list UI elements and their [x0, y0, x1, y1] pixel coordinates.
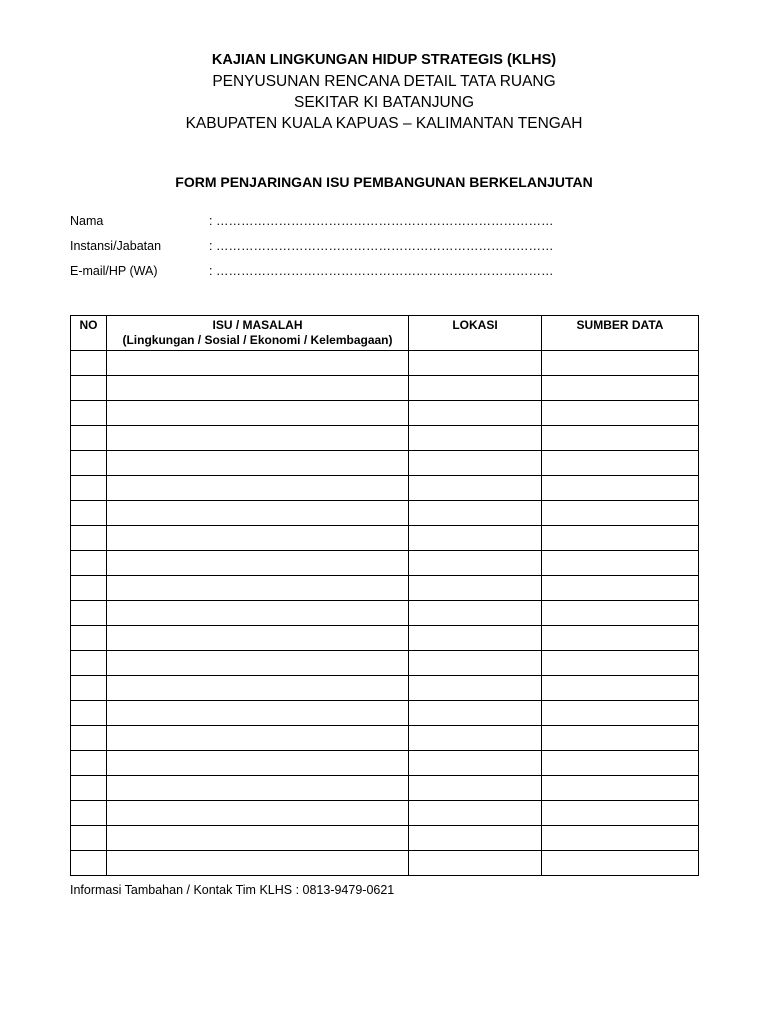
table-row: [71, 351, 699, 376]
cell-isu[interactable]: [107, 826, 409, 851]
col-header-isu-title: ISU / MASALAH: [212, 318, 303, 332]
table-row: [71, 401, 699, 426]
table-row: [71, 601, 699, 626]
cell-sumber[interactable]: [542, 701, 699, 726]
table-row: [71, 726, 699, 751]
issue-table: [70, 315, 699, 876]
cell-isu[interactable]: [107, 376, 409, 401]
cell-isu[interactable]: [107, 601, 409, 626]
cell-lokasi[interactable]: [409, 826, 542, 851]
cell-lokasi[interactable]: [409, 701, 542, 726]
cell-isu[interactable]: [107, 526, 409, 551]
col-header-sumber: SUMBER DATA: [542, 316, 699, 351]
cell-lokasi[interactable]: [409, 426, 542, 451]
cell-sumber[interactable]: [542, 601, 699, 626]
cell-lokasi[interactable]: [409, 351, 542, 376]
col-header-no: NO: [71, 316, 107, 351]
cell-sumber[interactable]: [542, 376, 699, 401]
cell-sumber[interactable]: [542, 726, 699, 751]
cell-no[interactable]: [71, 351, 107, 376]
field-fill-line[interactable]: : ………………………………………………………………………: [209, 238, 554, 253]
field-fill-line[interactable]: : ………………………………………………………………………: [209, 263, 554, 278]
cell-isu[interactable]: [107, 701, 409, 726]
table-row: [71, 626, 699, 651]
cell-no[interactable]: [71, 801, 107, 826]
cell-no[interactable]: [71, 651, 107, 676]
cell-sumber[interactable]: [542, 451, 699, 476]
cell-isu[interactable]: [107, 851, 409, 876]
cell-isu[interactable]: [107, 726, 409, 751]
cell-isu[interactable]: [107, 776, 409, 801]
table-row: [71, 576, 699, 601]
cell-sumber[interactable]: [542, 801, 699, 826]
table-row: [71, 526, 699, 551]
table-row: [71, 851, 699, 876]
header-region: KABUPATEN KUALA KAPUAS – KALIMANTAN TENGAH: [185, 115, 583, 132]
cell-no[interactable]: [71, 826, 107, 851]
cell-lokasi[interactable]: [409, 451, 542, 476]
cell-sumber[interactable]: [542, 851, 699, 876]
cell-isu[interactable]: [107, 751, 409, 776]
cell-lokasi[interactable]: [409, 776, 542, 801]
cell-isu[interactable]: [107, 401, 409, 426]
cell-sumber[interactable]: [542, 626, 699, 651]
cell-lokasi[interactable]: [409, 576, 542, 601]
header-title: KAJIAN LINGKUNGAN HIDUP STRATEGIS (KLHS): [211, 52, 557, 68]
field-nama: [70, 208, 710, 233]
table-row: [71, 701, 699, 726]
cell-no[interactable]: [71, 626, 107, 651]
cell-no[interactable]: [71, 776, 107, 801]
field-label: Instansi/Jabatan: [70, 238, 162, 253]
cell-no[interactable]: [71, 576, 107, 601]
cell-lokasi[interactable]: [409, 726, 542, 751]
cell-lokasi[interactable]: [409, 376, 542, 401]
table-header-row: [71, 316, 699, 351]
cell-isu[interactable]: [107, 351, 409, 376]
footer-contact-note: Informasi Tambahan / Kontak Tim KLHS : 0813-9479-0621: [70, 883, 395, 897]
cell-lokasi[interactable]: [409, 551, 542, 576]
table-row: [71, 501, 699, 526]
field-fill-line[interactable]: : ………………………………………………………………………: [209, 213, 554, 228]
cell-sumber[interactable]: [542, 651, 699, 676]
cell-isu[interactable]: [107, 426, 409, 451]
cell-isu[interactable]: [107, 651, 409, 676]
col-header-isu-subtitle: (Lingkungan / Sosial / Ekonomi / Kelembagaan): [122, 333, 393, 347]
cell-lokasi[interactable]: [409, 651, 542, 676]
cell-no[interactable]: [71, 501, 107, 526]
cell-no[interactable]: [71, 751, 107, 776]
cell-sumber[interactable]: [542, 551, 699, 576]
cell-sumber[interactable]: [542, 501, 699, 526]
cell-isu[interactable]: [107, 476, 409, 501]
cell-no[interactable]: [71, 401, 107, 426]
respondent-fields: [70, 208, 710, 283]
cell-isu[interactable]: [107, 626, 409, 651]
cell-lokasi[interactable]: [409, 676, 542, 701]
cell-sumber[interactable]: [542, 676, 699, 701]
cell-lokasi[interactable]: [409, 476, 542, 501]
cell-sumber[interactable]: [542, 751, 699, 776]
table-row: [71, 376, 699, 401]
cell-no[interactable]: [71, 601, 107, 626]
cell-no[interactable]: [71, 451, 107, 476]
cell-isu[interactable]: [107, 451, 409, 476]
col-header-lokasi: LOKASI: [409, 316, 542, 351]
cell-no[interactable]: [71, 726, 107, 751]
cell-sumber[interactable]: [542, 526, 699, 551]
table-row: [71, 451, 699, 476]
cell-lokasi[interactable]: [409, 601, 542, 626]
cell-sumber[interactable]: [542, 776, 699, 801]
cell-sumber[interactable]: [542, 476, 699, 501]
cell-sumber[interactable]: [542, 576, 699, 601]
cell-sumber[interactable]: [542, 351, 699, 376]
cell-sumber[interactable]: [542, 401, 699, 426]
cell-lokasi[interactable]: [409, 501, 542, 526]
header-location: SEKITAR KI BATANJUNG: [294, 94, 474, 111]
cell-isu[interactable]: [107, 551, 409, 576]
cell-lokasi[interactable]: [409, 401, 542, 426]
field-email: [70, 258, 710, 283]
cell-no[interactable]: [71, 851, 107, 876]
table-row: [71, 676, 699, 701]
table-row: [71, 826, 699, 851]
table-row: [71, 751, 699, 776]
table-row: [71, 651, 699, 676]
table-row: [71, 426, 699, 451]
cell-no[interactable]: [71, 376, 107, 401]
form-title: FORM PENJARINGAN ISU PEMBANGUNAN BERKELANJUTAN: [175, 174, 593, 190]
cell-lokasi[interactable]: [409, 851, 542, 876]
cell-isu[interactable]: [107, 576, 409, 601]
cell-lokasi[interactable]: [409, 801, 542, 826]
cell-no[interactable]: [71, 676, 107, 701]
table-body: [71, 351, 699, 876]
header-subtitle: PENYUSUNAN RENCANA DETAIL TATA RUANG: [212, 73, 556, 90]
cell-sumber[interactable]: [542, 426, 699, 451]
cell-isu[interactable]: [107, 801, 409, 826]
cell-lokasi[interactable]: [409, 526, 542, 551]
field-label: E-mail/HP (WA): [70, 263, 158, 278]
field-instansi: [70, 233, 710, 258]
field-label: Nama: [70, 213, 104, 228]
table-row: [71, 476, 699, 501]
document-header: [0, 50, 768, 134]
cell-no[interactable]: [71, 426, 107, 451]
cell-sumber[interactable]: [542, 826, 699, 851]
table-row: [71, 801, 699, 826]
cell-no[interactable]: [71, 551, 107, 576]
cell-isu[interactable]: [107, 501, 409, 526]
table-row: [71, 551, 699, 576]
cell-lokasi[interactable]: [409, 751, 542, 776]
cell-lokasi[interactable]: [409, 626, 542, 651]
cell-isu[interactable]: [107, 676, 409, 701]
cell-no[interactable]: [71, 476, 107, 501]
cell-no[interactable]: [71, 526, 107, 551]
table-row: [71, 776, 699, 801]
col-header-isu: [107, 316, 409, 351]
cell-no[interactable]: [71, 701, 107, 726]
